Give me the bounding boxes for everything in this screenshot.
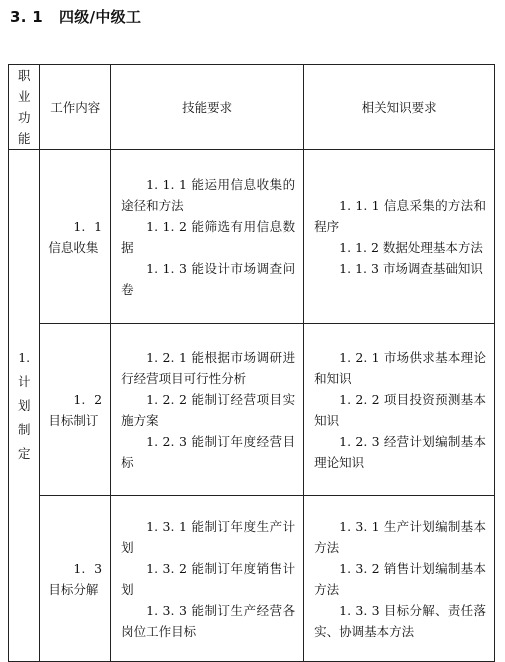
skill-item: 1. 2. 1 能根据市场调研进行经营项目可行性分析: [121, 349, 296, 386]
table-row: [9, 496, 495, 662]
skill-item: 1. 1. 1 能运用信息收集的途径和方法: [121, 176, 296, 213]
skill-cell: [111, 496, 304, 662]
knowledge-item: 1. 2. 3 经营计划编制基本理论知识: [314, 433, 486, 470]
section-title: 四级/中级工: [59, 8, 142, 26]
knowledge-cell: [304, 324, 495, 496]
section-heading: [10, 6, 141, 27]
skill-cell: [111, 150, 304, 324]
knowledge-item: 1. 1. 3 市场调查基础知识: [339, 260, 483, 276]
knowledge-cell: [304, 496, 495, 662]
work-content-cell: 1. 2 目标制订: [40, 324, 111, 496]
knowledge-item: 1. 3. 1 生产计划编制基本方法: [314, 518, 486, 555]
skill-item: 1. 2. 3 能制订年度经营目标: [121, 433, 296, 470]
skill-item: 1. 2. 2 能制订经营项目实施方案: [121, 391, 296, 428]
knowledge-item: 1. 1. 1 信息采集的方法和程序: [314, 197, 486, 234]
knowledge-item: 1. 2. 2 项目投资预测基本知识: [314, 391, 486, 428]
skill-item: 1. 1. 2 能筛选有用信息数据: [121, 218, 296, 255]
table-header-row: [9, 65, 495, 150]
work-content-cell: 1. 3 目标分解: [40, 496, 111, 662]
table-row: [9, 324, 495, 496]
skill-requirements-table: [8, 64, 495, 662]
knowledge-item: 1. 1. 2 数据处理基本方法: [339, 239, 483, 255]
header-skill: 技能要求: [111, 65, 304, 150]
header-function: 职业功能: [9, 65, 40, 150]
skill-cell: [111, 324, 304, 496]
work-content-cell: 1. 1 信息收集: [40, 150, 111, 324]
knowledge-cell: [304, 150, 495, 324]
skill-item: 1. 1. 3 能设计市场调查问卷: [121, 260, 296, 297]
skill-item: 1. 3. 1 能制订年度生产计划: [121, 518, 296, 555]
skill-item: 1. 3. 3 能制订生产经营各岗位工作目标: [121, 602, 296, 639]
header-knowledge: 相关知识要求: [304, 65, 495, 150]
knowledge-item: 1. 2. 1 市场供求基本理论和知识: [314, 349, 486, 386]
knowledge-item: 1. 3. 2 销售计划编制基本方法: [314, 560, 486, 597]
skill-item: 1. 3. 2 能制订年度销售计划: [121, 560, 296, 597]
function-cell: [9, 150, 40, 662]
knowledge-item: 1. 3. 3 目标分解、责任落实、协调基本方法: [314, 602, 486, 639]
header-work-content: 工作内容: [40, 65, 111, 150]
section-number: 3. 1: [10, 8, 43, 26]
table-row: [9, 150, 495, 324]
function-label: 1. 计划制定: [17, 349, 31, 461]
